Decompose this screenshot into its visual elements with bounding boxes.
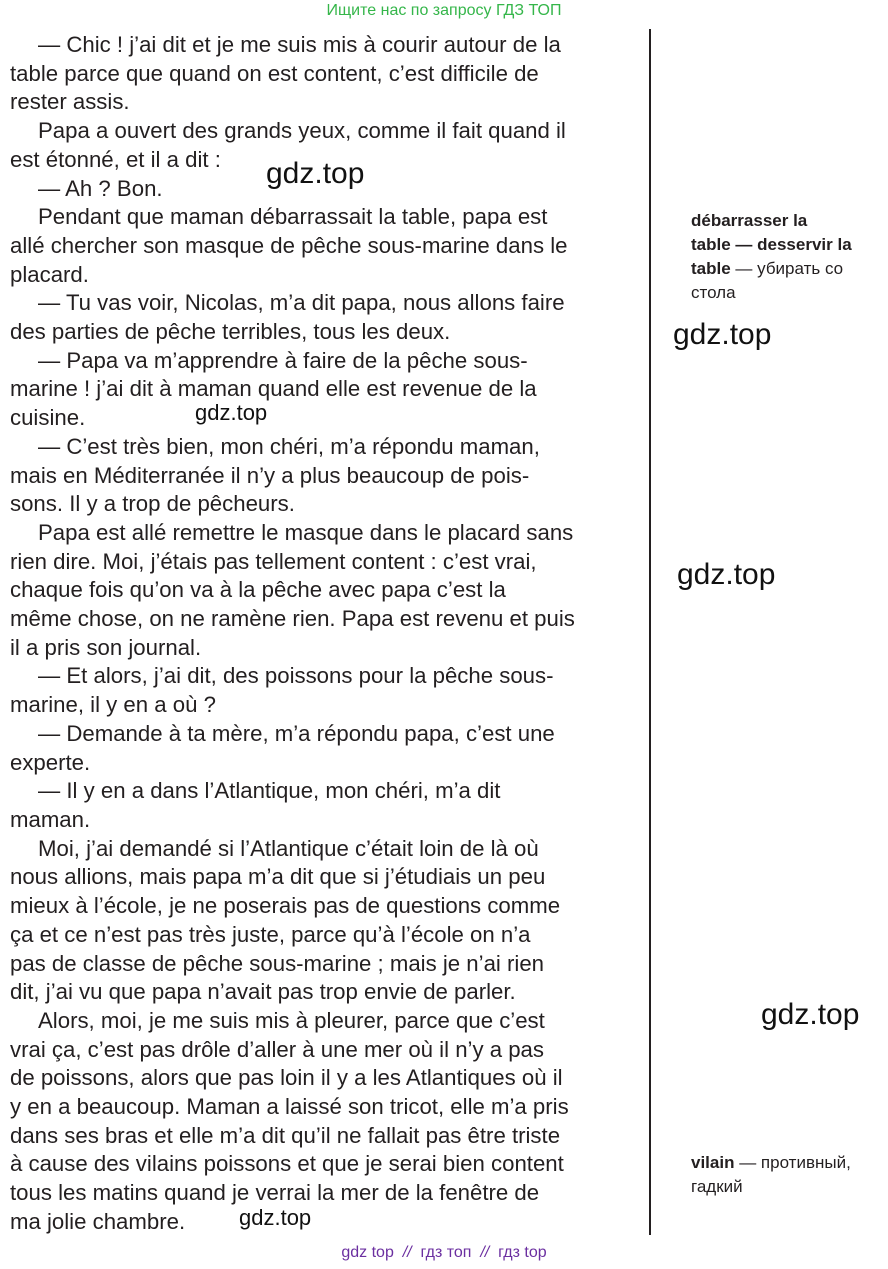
text-line: Alors, moi, je me suis mis à pleurer, parce que c’est <box>38 1007 545 1033</box>
footer-separator: // <box>480 1244 490 1261</box>
gloss-translation: стола <box>691 283 736 302</box>
text-line: placard. <box>10 261 89 287</box>
text-line: dit, j’ai vu que papa n’avait pas trop envie de parler. <box>10 979 516 1005</box>
text-line: chaque fois qu’on va à la pêche avec papa c’est la <box>10 577 506 603</box>
gloss-line <box>691 209 883 233</box>
column-divider <box>649 29 651 1235</box>
text-line: nous allions, mais papa m’a dit que si j’étudiais un peu <box>10 864 546 890</box>
gloss-term: table <box>691 235 731 254</box>
text-line: rester assis. <box>10 89 130 115</box>
text-line: sons. Il y a trop de pêcheurs. <box>10 491 295 517</box>
text-line: marine ! j’ai dit à maman quand elle est revenue de la <box>10 376 537 402</box>
gloss-term: débarrasser la <box>691 211 808 230</box>
text-line: maman. <box>10 806 91 832</box>
watermark: gdz.top <box>195 400 268 425</box>
footer-link[interactable]: гдз топ <box>420 1244 472 1261</box>
gloss-line <box>691 1175 883 1199</box>
text-line: vrai ça, c’est pas drôle d’aller à une mer où il n’y a pas <box>10 1036 544 1062</box>
top-banner: Ищите нас по запросу ГДЗ ТОП <box>326 2 562 19</box>
text-line: mais en Méditerranée il n’y a plus beaucoup de pois- <box>10 462 530 488</box>
text-line: — Tu vas voir, Nicolas, m’a dit papa, nous allons faire <box>38 290 565 316</box>
text-line: marine, il y en a où ? <box>10 692 216 718</box>
text-line: Papa est allé remettre le masque dans le placard sans <box>38 519 574 545</box>
footer <box>0 1243 888 1263</box>
gloss-dash: — <box>730 235 758 254</box>
gloss-synonym: desservir la <box>757 235 852 254</box>
text-line: Papa a ouvert des grands yeux, comme il fait quand il <box>38 118 566 144</box>
text-line: — Et alors, j’ai dit, des poissons pour la pêche sous- <box>38 663 554 689</box>
watermark: gdz.top <box>673 318 772 351</box>
text-line: des parties de pêche terribles, tous les deux. <box>10 319 451 345</box>
text-line: ma jolie chambre. <box>10 1208 186 1234</box>
watermark: gdz.top <box>761 998 860 1031</box>
text-line: Pendant que maman débarrassait la table, papa est <box>38 204 548 230</box>
text-line: experte. <box>10 749 91 775</box>
gloss-synonym: table <box>691 259 731 278</box>
text-line: tous les matins quand je verrai la mer de la fenêtre de <box>10 1180 540 1206</box>
gloss-translation: — противный, <box>734 1153 851 1172</box>
footer-link[interactable]: гдз top <box>498 1244 547 1261</box>
text-line: — Chic ! j’ai dit et je me suis mis à courir autour de la <box>38 32 561 57</box>
gloss-line <box>691 233 883 257</box>
gloss-line <box>691 1151 883 1175</box>
footer-separator: // <box>402 1244 412 1261</box>
text-line: — C’est très bien, mon chéri, m’a répondu maman, <box>38 433 540 459</box>
text-line: y en a beaucoup. Maman a laissé son tricot, elle m’a pris <box>10 1094 569 1120</box>
text-line: allé chercher son masque de pêche sous-marine dans le <box>10 232 568 258</box>
gloss-vilain <box>691 1151 883 1199</box>
text-line: table parce que quand on est content, c’est difficile de <box>10 60 539 86</box>
text-line: Moi, j’ai demandé si l’Atlantique c’était loin de là où <box>38 835 539 861</box>
text-line: cuisine. <box>10 405 86 431</box>
text-line: même chose, on ne ramène rien. Papa est revenu et puis <box>10 606 575 632</box>
gloss-translation: — убирать со <box>730 259 844 278</box>
text-line: mieux à l’école, je ne poserais pas de questions comme <box>10 893 561 919</box>
footer-link[interactable]: gdz top <box>341 1244 394 1261</box>
text-line: est étonné, et il a dit : <box>10 146 221 172</box>
text-line: il a pris son journal. <box>10 634 202 660</box>
text-line: — Il y en a dans l’Atlantique, mon chéri, m’a dit <box>38 778 501 804</box>
watermark: gdz.top <box>239 1205 312 1230</box>
text-line: de poissons, alors que pas loin il y a les Atlantiques où il <box>10 1065 563 1091</box>
gloss-translation: гадкий <box>691 1177 743 1196</box>
gloss-debarrasser <box>691 209 883 305</box>
gloss-line <box>691 257 883 281</box>
watermark: gdz.top <box>266 157 365 190</box>
text-line: dans ses bras et elle m’a dit qu’il ne fallait pas être triste <box>10 1122 561 1148</box>
text-line: pas de classe de pêche sous-marine ; mais je n’ai rien <box>10 950 545 976</box>
text-line: — Ah ? Bon. <box>38 175 163 201</box>
text-line: ça et ce n’est pas très juste, parce qu’à l’école on n’a <box>10 921 531 947</box>
watermark: gdz.top <box>677 558 776 591</box>
gloss-term: vilain <box>691 1153 735 1172</box>
text-line: — Demande à ta mère, m’a répondu papa, c’est une <box>38 720 555 746</box>
story-text <box>10 31 640 1237</box>
text-line: rien dire. Moi, j’étais pas tellement content : c’est vrai, <box>10 548 537 574</box>
text-line: — Papa va m’apprendre à faire de la pêche sous- <box>38 347 528 373</box>
gloss-line <box>691 281 883 305</box>
text-line: à cause des vilains poissons et que je serai bien content <box>10 1151 564 1177</box>
